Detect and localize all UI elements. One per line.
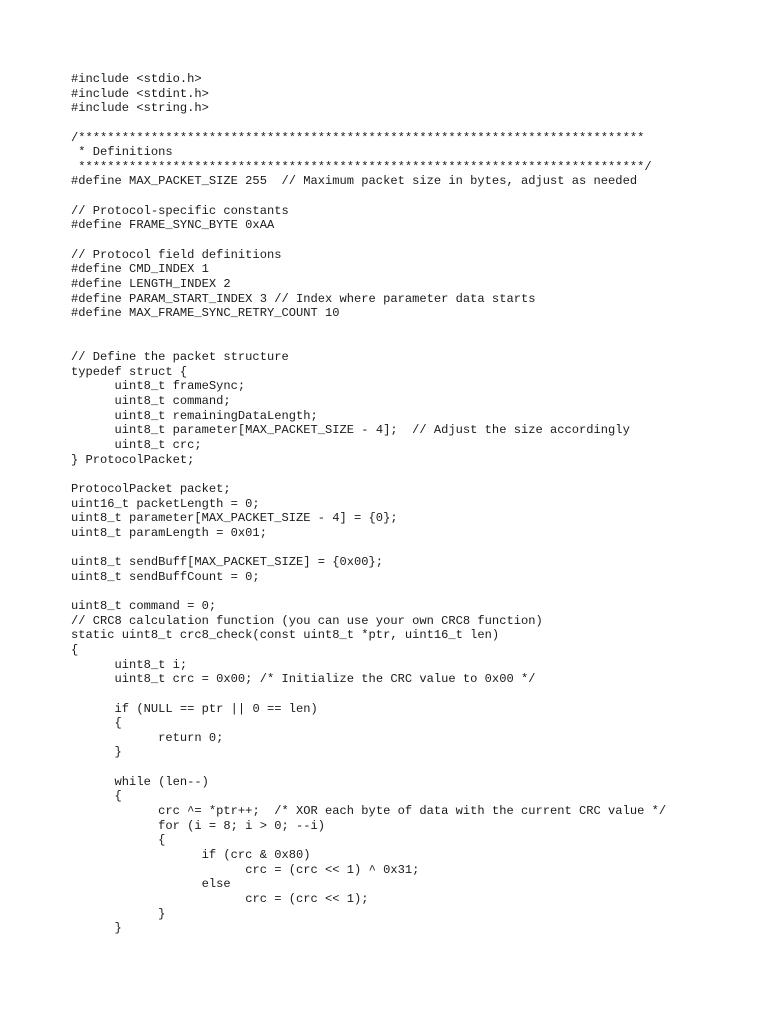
code-line: // Protocol-specific constants bbox=[71, 203, 289, 218]
code-line: // Define the packet structure bbox=[71, 350, 289, 365]
code-line: * Definitions bbox=[71, 145, 173, 160]
code-line: { bbox=[71, 642, 79, 657]
code-line: uint8_t paramLength = 0x01; bbox=[71, 525, 267, 540]
code-line bbox=[71, 541, 666, 556]
code-line bbox=[71, 760, 666, 775]
code-line bbox=[71, 233, 666, 248]
code-line: #define LENGTH_INDEX 2 bbox=[71, 276, 231, 291]
code-line: #include <string.h> bbox=[71, 101, 209, 116]
code-line: static uint8_t crc8_check(const uint8_t *ptr, uint16_t len) bbox=[71, 628, 500, 643]
code-line: ******************************************************************************/ bbox=[71, 159, 652, 174]
code-line: } bbox=[71, 921, 122, 936]
code-line: uint8_t sendBuff[MAX_PACKET_SIZE] = {0x00}; bbox=[71, 555, 384, 570]
code-line: uint8_t sendBuffCount = 0; bbox=[71, 569, 260, 584]
code-line: crc = (crc << 1) ^ 0x31; bbox=[71, 862, 420, 877]
code-line: uint16_t packetLength = 0; bbox=[71, 496, 260, 511]
code-line: } ProtocolPacket; bbox=[71, 452, 195, 467]
code-line: #define MAX_PACKET_SIZE 255 // Maximum packet size in bytes, adjust as needed bbox=[71, 174, 638, 189]
code-line: uint8_t parameter[MAX_PACKET_SIZE - 4]; // Adjust the size accordingly bbox=[71, 423, 630, 438]
code-line: #define PARAM_START_INDEX 3 // Index where parameter data starts bbox=[71, 291, 536, 306]
code-line: #include <stdint.h> bbox=[71, 86, 209, 101]
code-line bbox=[71, 584, 666, 599]
code-line: /****************************************************************************** bbox=[71, 130, 645, 145]
code-line: typedef struct { bbox=[71, 364, 188, 379]
code-line: #define FRAME_SYNC_BYTE 0xAA bbox=[71, 218, 275, 233]
code-line: while (len--) bbox=[71, 774, 209, 789]
code-line: uint8_t crc; bbox=[71, 438, 202, 453]
code-line bbox=[71, 189, 666, 204]
code-line: uint8_t i; bbox=[71, 657, 188, 672]
code-line: #define MAX_FRAME_SYNC_RETRY_COUNT 10 bbox=[71, 306, 340, 321]
code-line: crc ^= *ptr++; /* XOR each byte of data with the current CRC value */ bbox=[71, 804, 667, 819]
code-line: ProtocolPacket packet; bbox=[71, 481, 231, 496]
code-line: return 0; bbox=[71, 730, 224, 745]
code-line: for (i = 8; i > 0; --i) bbox=[71, 818, 326, 833]
code-line bbox=[71, 116, 666, 131]
code-line: { bbox=[71, 833, 166, 848]
code-line: if (NULL == ptr || 0 == len) bbox=[71, 701, 318, 716]
code-line: } bbox=[71, 906, 166, 921]
code-line: if (crc & 0x80) bbox=[71, 847, 311, 862]
code-line bbox=[71, 321, 666, 336]
code-line bbox=[71, 467, 666, 482]
code-line: uint8_t frameSync; bbox=[71, 379, 246, 394]
code-line: } bbox=[71, 745, 122, 760]
code-line bbox=[71, 687, 666, 702]
code-line: uint8_t remainingDataLength; bbox=[71, 408, 318, 423]
code-line: // Protocol field definitions bbox=[71, 247, 282, 262]
code-line: else bbox=[71, 877, 231, 892]
code-line: { bbox=[71, 716, 122, 731]
code-line: crc = (crc << 1); bbox=[71, 891, 369, 906]
code-line: uint8_t command; bbox=[71, 394, 231, 409]
code-line: { bbox=[71, 789, 122, 804]
code-line: uint8_t parameter[MAX_PACKET_SIZE - 4] = {0}; bbox=[71, 511, 398, 526]
code-block bbox=[71, 72, 666, 936]
code-line: // CRC8 calculation function (you can use your own CRC8 function) bbox=[71, 613, 543, 628]
code-line: #define CMD_INDEX 1 bbox=[71, 262, 209, 277]
code-line: uint8_t crc = 0x00; /* Initialize the CRC value to 0x00 */ bbox=[71, 672, 536, 687]
code-line: uint8_t command = 0; bbox=[71, 599, 217, 614]
code-line: #include <stdio.h> bbox=[71, 72, 202, 86]
code-line bbox=[71, 336, 666, 351]
